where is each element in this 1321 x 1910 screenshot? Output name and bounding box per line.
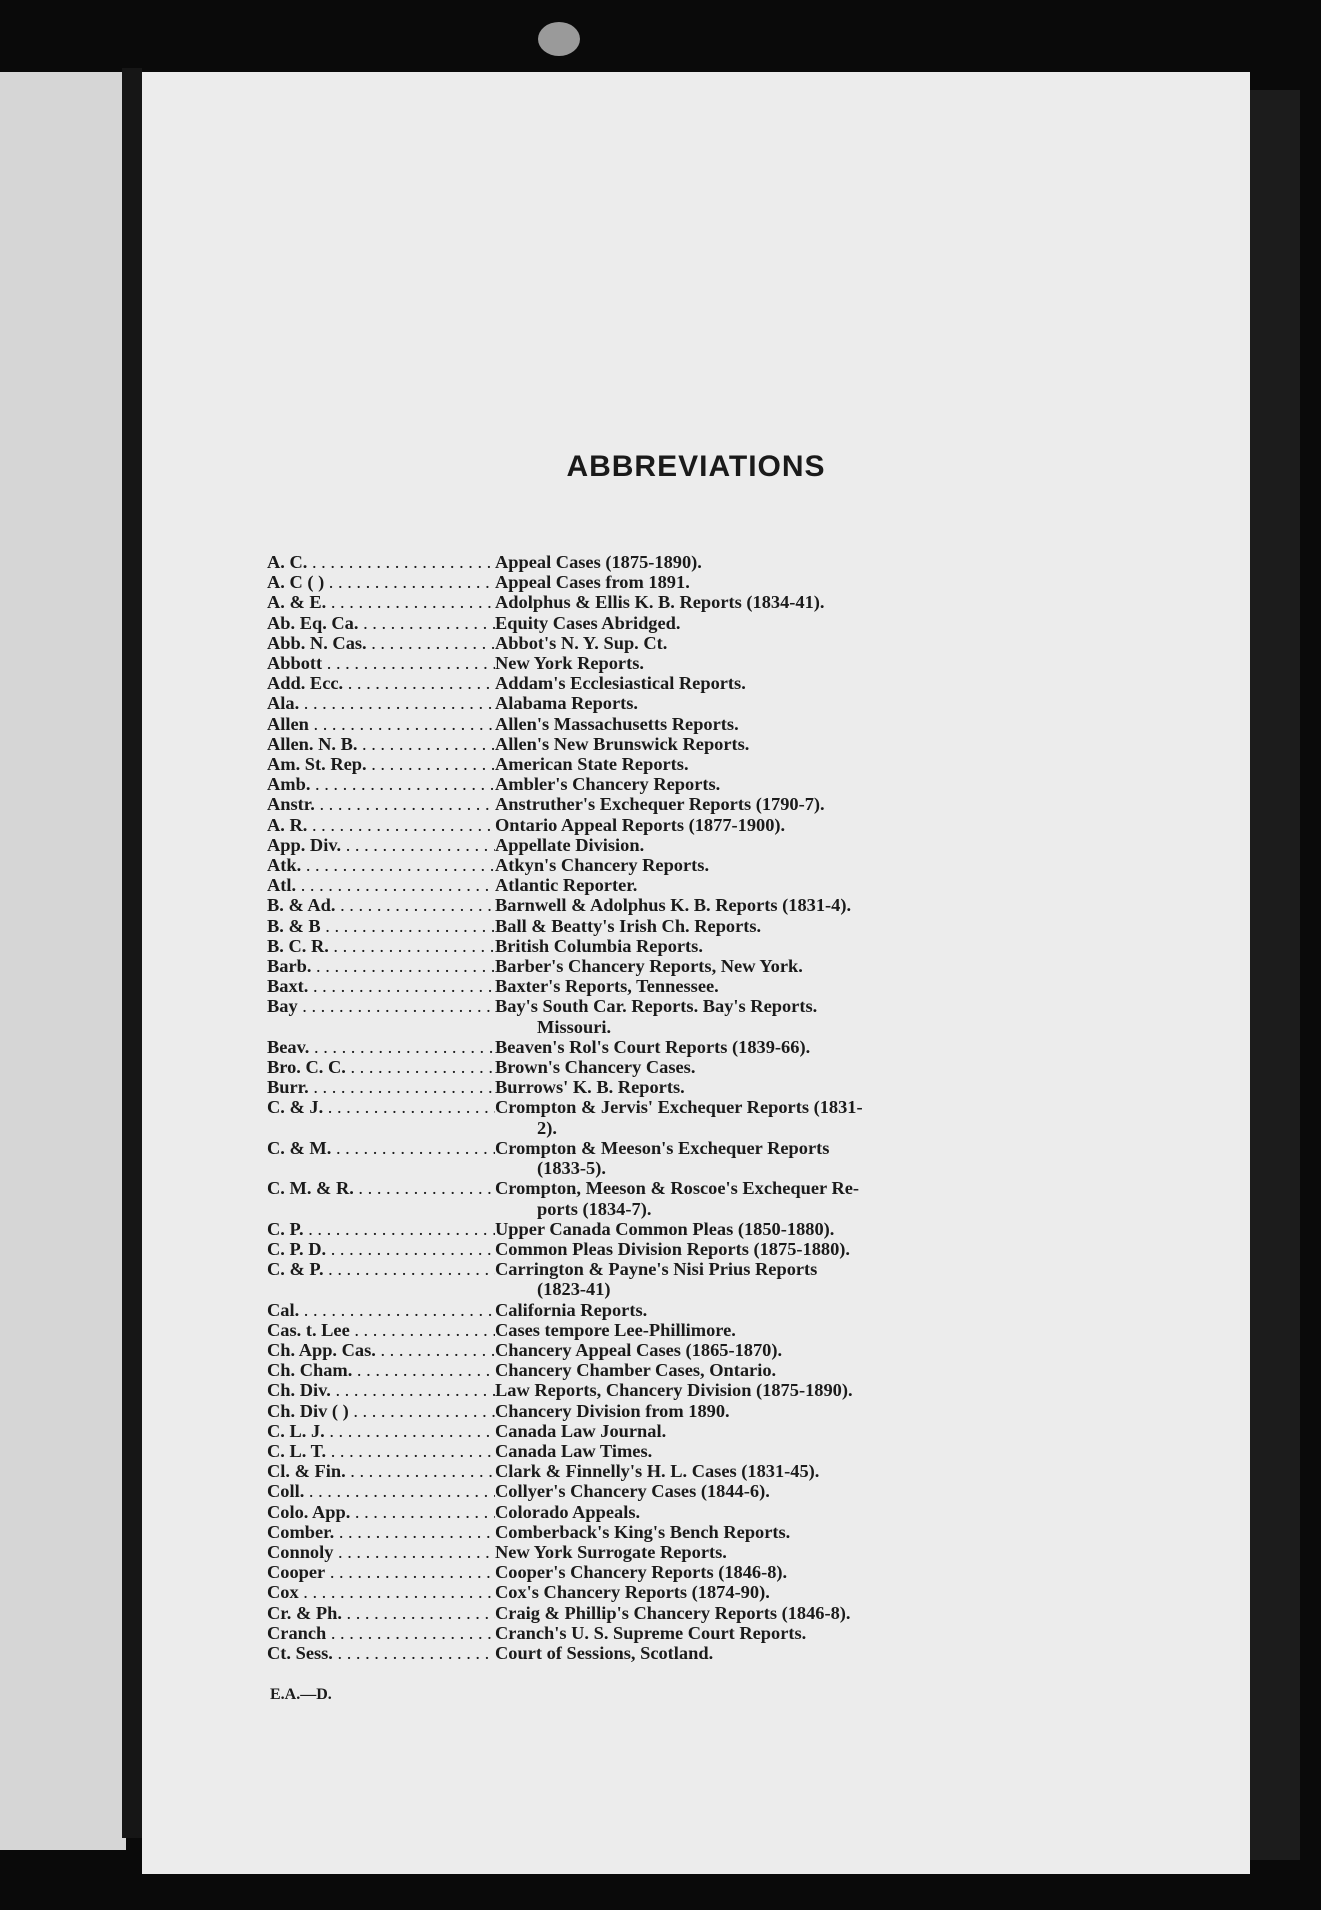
abbreviation-definition-continued: 2). (537, 1117, 557, 1138)
abbreviation-entry (267, 734, 1147, 754)
scan-artifact (538, 22, 580, 56)
abbreviation-definition: California Reports. (495, 1299, 648, 1320)
abbreviation-definition: New York Reports. (495, 653, 644, 674)
abbreviation-definition-continued: (1823-41) (537, 1279, 611, 1300)
abbreviation-definition: Canada Law Journal. (495, 1420, 667, 1441)
abbreviation-entry (267, 1643, 1147, 1663)
abbreviation-list (267, 552, 1147, 1663)
abbreviation-term: C. L. J. . . . (267, 1421, 495, 1441)
abbreviation-entry (267, 1178, 1147, 1198)
abbreviation-entry (267, 1340, 1147, 1360)
abbreviation-definition: Crompton, Meeson & Roscoe's Exchequer Re- (495, 1178, 860, 1199)
abbreviation-term: C. L. T. . . . (267, 1441, 495, 1461)
abbreviation-definition: Crompton & Jervis' Exchequer Reports (1831- (495, 1097, 863, 1118)
abbreviation-entry (267, 1360, 1147, 1380)
abbreviation-term: C. & J. . . . (267, 1097, 495, 1117)
abbreviation-term: Ch. Div ( ) . . . (267, 1401, 495, 1421)
page-footer-signature: E.A.—D. (270, 1686, 332, 1703)
abbreviation-term: Cas. t. Lee . . . (267, 1320, 495, 1340)
abbreviation-entry (267, 1300, 1147, 1320)
abbreviation-definition: Allen's Massachusetts Reports. (495, 713, 739, 734)
abbreviation-definition: Chancery Appeal Cases (1865-1870). (495, 1339, 783, 1360)
abbreviation-entry (267, 1582, 1147, 1602)
abbreviation-entry (267, 592, 1147, 612)
document-page (142, 72, 1250, 1874)
abbreviation-term: Abbott . . . (267, 653, 495, 673)
abbreviation-term: Colo. App. . . . (267, 1502, 495, 1522)
abbreviation-definition: Clark & Finnelly's H. L. Cases (1831-45). (495, 1461, 820, 1482)
abbreviation-term: A. & E. . . . (267, 592, 495, 612)
left-page-edge (0, 72, 126, 1850)
abbreviation-term: C. P. D. . . . (267, 1239, 495, 1259)
abbreviation-definition: Barnwell & Adolphus K. B. Reports (1831-4). (495, 895, 852, 916)
abbreviation-definition: Comberback's King's Bench Reports. (495, 1521, 791, 1542)
abbreviation-definition: Appeal Cases (1875-1890). (495, 552, 702, 572)
abbreviation-term: Add. Ecc. . . . (267, 673, 495, 693)
abbreviation-definition: Collyer's Chancery Cases (1844-6). (495, 1481, 770, 1502)
abbreviation-definition: Canada Law Times. (495, 1440, 653, 1461)
abbreviation-term: A. R. . . . (267, 815, 495, 835)
abbreviation-definition-continued: ports (1834-7). (537, 1198, 652, 1219)
abbreviation-term: Allen . . . (267, 714, 495, 734)
abbreviation-definition: Allen's New Brunswick Reports. (495, 733, 750, 754)
abbreviation-term: Atk. . . . (267, 855, 495, 875)
abbreviation-definition: Law Reports, Chancery Division (1875-1890). (495, 1380, 853, 1401)
abbreviation-definition: Crompton & Meeson's Exchequer Reports (495, 1137, 830, 1158)
abbreviation-term: Baxt. . . . (267, 976, 495, 996)
abbreviation-definition: Craig & Phillip's Chancery Reports (1846-8). (495, 1602, 851, 1623)
abbreviation-term: Am. St. Rep. . . . (267, 754, 495, 774)
abbreviation-entry (267, 714, 1147, 734)
abbreviation-term: Burr. . . . (267, 1077, 495, 1097)
abbreviation-term: Connoly . . . (267, 1542, 495, 1562)
abbreviation-term: Cl. & Fin. . . . (267, 1461, 495, 1481)
abbreviation-entry (267, 1481, 1147, 1501)
abbreviation-definition: Appeal Cases from 1891. (495, 572, 690, 593)
abbreviation-term: Cal. . . . (267, 1300, 495, 1320)
abbreviation-definition: Addam's Ecclesiastical Reports. (495, 673, 746, 694)
abbreviation-definition: Cooper's Chancery Reports (1846-8). (495, 1562, 788, 1583)
abbreviation-entry (267, 956, 1147, 976)
abbreviation-entry (267, 916, 1147, 936)
abbreviation-term: Ch. Cham. . . . (267, 1360, 495, 1380)
abbreviation-definition: Chancery Chamber Cases, Ontario. (495, 1360, 777, 1381)
abbreviation-term: Barb. . . . (267, 956, 495, 976)
abbreviation-entry (267, 1441, 1147, 1461)
abbreviation-entry (267, 1542, 1147, 1562)
abbreviation-definition: Cranch's U. S. Supreme Court Reports. (495, 1622, 807, 1643)
abbreviation-term: Ala. . . . (267, 693, 495, 713)
abbreviation-definition: Bay's South Car. Reports. Bay's Reports. (495, 996, 818, 1017)
abbreviation-term: Atl. . . . (267, 875, 495, 895)
abbreviation-entry (267, 774, 1147, 794)
abbreviation-definition: Cases tempore Lee-Phillimore. (495, 1319, 736, 1340)
abbreviation-definition: Equity Cases Abridged. (495, 612, 681, 633)
abbreviation-entry (267, 1380, 1147, 1400)
abbreviation-entry (267, 936, 1147, 956)
abbreviation-entry (267, 653, 1147, 673)
abbreviation-entry (267, 1057, 1147, 1077)
abbreviation-term: Ch. App. Cas. . . . (267, 1340, 495, 1360)
abbreviation-term: Beav. . . . (267, 1037, 495, 1057)
abbreviation-entry (267, 572, 1147, 592)
abbreviation-term: Cooper . . . (267, 1562, 495, 1582)
abbreviation-entry (267, 1259, 1147, 1279)
abbreviation-definition: Abbot's N. Y. Sup. Ct. (495, 632, 668, 653)
abbreviation-definition: Alabama Reports. (495, 693, 639, 714)
abbreviation-definition: Ambler's Chancery Reports. (495, 774, 721, 795)
abbreviation-entry (267, 613, 1147, 633)
abbreviation-term: Anstr. . . . (267, 794, 495, 814)
abbreviation-entry (267, 996, 1147, 1016)
abbreviation-definition: Ontario Appeal Reports (1877-1900). (495, 814, 786, 835)
abbreviation-entry (267, 754, 1147, 774)
abbreviation-term: B. & Ad. . . . (267, 895, 495, 915)
abbreviation-definition: Colorado Appeals. (495, 1501, 641, 1522)
abbreviation-term: C. M. & R. . . . (267, 1178, 495, 1198)
abbreviation-definition: Chancery Division from 1890. (495, 1400, 730, 1421)
book-gutter (122, 68, 142, 1838)
abbreviation-definition: Common Pleas Division Reports (1875-1880). (495, 1238, 851, 1259)
abbreviation-entry (267, 1219, 1147, 1239)
abbreviation-definition: Brown's Chancery Cases. (495, 1057, 696, 1078)
abbreviation-term: Ch. Div. . . . (267, 1380, 495, 1400)
abbreviation-entry (267, 1623, 1147, 1643)
abbreviation-entry (267, 1562, 1147, 1582)
abbreviation-term: Abb. N. Cas. . . . (267, 633, 495, 653)
abbreviation-definition: Anstruther's Exchequer Reports (1790-7). (495, 794, 825, 815)
abbreviation-term: App. Div. . . . (267, 835, 495, 855)
abbreviation-entry (267, 633, 1147, 653)
abbreviation-definition: Cox's Chancery Reports (1874-90). (495, 1582, 770, 1603)
abbreviation-term: Bro. C. C. . . . (267, 1057, 495, 1077)
abbreviation-term: Bay . . . (267, 996, 495, 1016)
abbreviation-entry (267, 855, 1147, 875)
right-margin-band (1250, 90, 1300, 1860)
abbreviation-term: Amb. . . . (267, 774, 495, 794)
abbreviation-entry (267, 1401, 1147, 1421)
abbreviation-definition-continued: Missouri. (537, 1016, 612, 1037)
abbreviation-definition: Atkyn's Chancery Reports. (495, 855, 710, 876)
abbreviation-entry (267, 1239, 1147, 1259)
abbreviation-entry (267, 673, 1147, 693)
abbreviation-term: Cranch . . . (267, 1623, 495, 1643)
abbreviation-term: Ab. Eq. Ca. . . . (267, 613, 495, 633)
abbreviation-entry (267, 1502, 1147, 1522)
abbreviation-term: Allen. N. B. . . . (267, 734, 495, 754)
abbreviation-entry (267, 895, 1147, 915)
abbreviation-entry (267, 1320, 1147, 1340)
abbreviation-definition: New York Surrogate Reports. (495, 1541, 727, 1562)
abbreviation-definition: Ball & Beatty's Irish Ch. Reports. (495, 915, 762, 936)
abbreviation-term: Comber. . . . (267, 1522, 495, 1542)
abbreviation-term: Cox . . . (267, 1582, 495, 1602)
abbreviation-definition: Beaven's Rol's Court Reports (1839-66). (495, 1036, 811, 1057)
abbreviation-entry (267, 693, 1147, 713)
abbreviation-term: B. C. R. . . . (267, 936, 495, 956)
abbreviation-entry (267, 1461, 1147, 1481)
abbreviation-entry (267, 794, 1147, 814)
abbreviation-term: Cr. & Ph. . . . (267, 1603, 495, 1623)
abbreviation-definition: Carrington & Payne's Nisi Prius Reports (495, 1259, 818, 1280)
abbreviation-entry (267, 835, 1147, 855)
abbreviation-definition: Baxter's Reports, Tennessee. (495, 976, 719, 997)
abbreviation-definition: British Columbia Reports. (495, 935, 703, 956)
abbreviation-definition: Barber's Chancery Reports, New York. (495, 956, 803, 977)
abbreviation-term: C. P. . . . (267, 1219, 495, 1239)
page-title: ABBREVIATIONS (566, 450, 826, 483)
abbreviation-entry (267, 1077, 1147, 1097)
abbreviation-entry (267, 552, 1147, 572)
abbreviation-entry (267, 1037, 1147, 1057)
abbreviation-definition: Atlantic Reporter. (495, 875, 638, 896)
abbreviation-definition-continued: (1833-5). (537, 1158, 606, 1179)
abbreviation-entry (267, 875, 1147, 895)
abbreviation-entry (267, 815, 1147, 835)
abbreviation-definition: Adolphus & Ellis K. B. Reports (1834-41). (495, 592, 825, 613)
abbreviation-entry (267, 1421, 1147, 1441)
abbreviation-entry (267, 1603, 1147, 1623)
abbreviation-term: C. & M. . . . (267, 1138, 495, 1158)
abbreviation-definition: Upper Canada Common Pleas (1850-1880). (495, 1218, 835, 1239)
abbreviation-term: Coll. . . . (267, 1481, 495, 1501)
abbreviation-term: Ct. Sess. . . . (267, 1643, 495, 1663)
abbreviation-entry (267, 1097, 1147, 1117)
abbreviation-entry (267, 976, 1147, 996)
abbreviation-term: C. & P. . . . (267, 1259, 495, 1279)
abbreviation-term: A. C ( ) . . . (267, 572, 495, 592)
abbreviation-definition: Appellate Division. (495, 834, 645, 855)
abbreviation-term: A. C. . . . (267, 552, 495, 572)
abbreviation-definition: Court of Sessions, Scotland. (495, 1642, 714, 1663)
abbreviation-entry (267, 1138, 1147, 1158)
abbreviation-term: B. & B . . . (267, 916, 495, 936)
abbreviation-definition: Burrows' K. B. Reports. (495, 1077, 685, 1098)
abbreviation-definition: American State Reports. (495, 754, 689, 775)
abbreviation-entry (267, 1522, 1147, 1542)
